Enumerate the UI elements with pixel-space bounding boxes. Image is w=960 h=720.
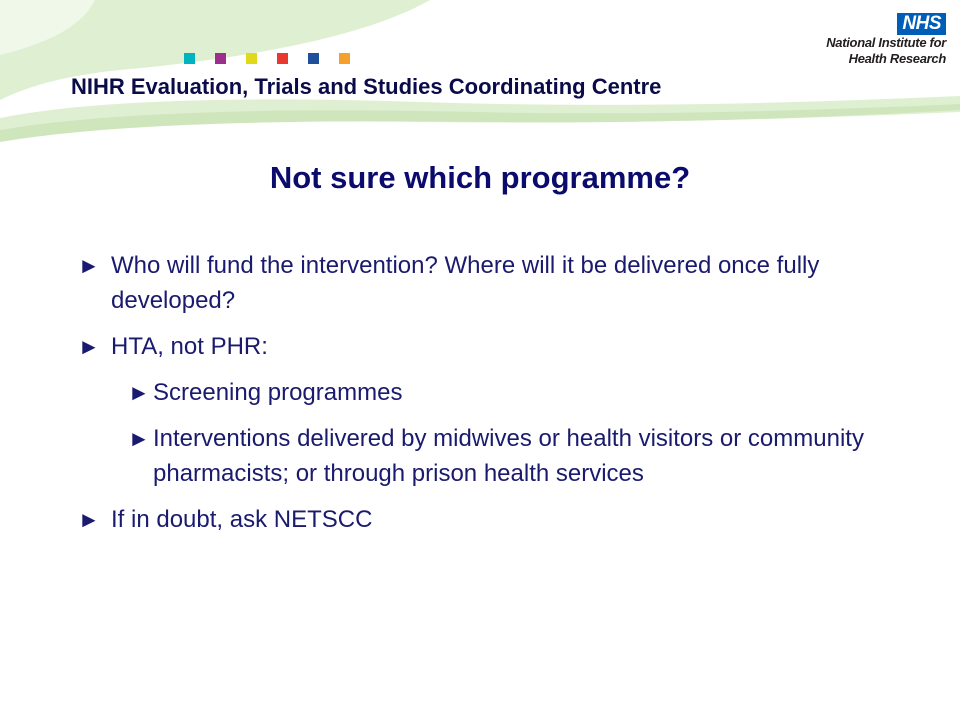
bullet-text: Interventions delivered by midwives or health visitors or community pharmacists; or through prison health services [153,425,864,487]
centre-title: NIHR Evaluation, Trials and Studies Coordinating Centre [71,74,662,99]
nhs-nihr-logo [806,13,946,67]
brand-square [308,53,319,64]
sub-bullet-item [78,375,938,410]
bullet-arrow-icon: ► [78,253,100,278]
slide-title: Not sure which programme? [269,160,691,195]
brand-square [215,53,226,64]
bullet-list [78,248,938,548]
brand-square [184,53,195,64]
brand-color-squares [184,53,350,64]
bullet-arrow-icon: ► [128,380,150,405]
logo-line-2: Health Research [848,51,946,66]
bullet-arrow-icon: ► [78,507,100,532]
bullet-item [78,248,938,318]
bullet-arrow-icon: ► [78,334,100,359]
brand-square [277,53,288,64]
bullet-text: If in doubt, ask NETSCC [111,506,373,533]
bullet-text: HTA, not PHR: [111,333,268,360]
bullet-text: Screening programmes [153,379,403,406]
nhs-badge: NHS [897,13,946,35]
bullet-text: Who will fund the intervention? Where will it be delivered once fully developed? [111,252,820,314]
brand-square [246,53,257,64]
brand-square [339,53,350,64]
logo-line-1: National Institute for [826,35,946,50]
sub-bullet-item [78,421,938,491]
bullet-item [78,502,938,537]
bullet-arrow-icon: ► [128,426,150,451]
bullet-item [78,329,938,364]
